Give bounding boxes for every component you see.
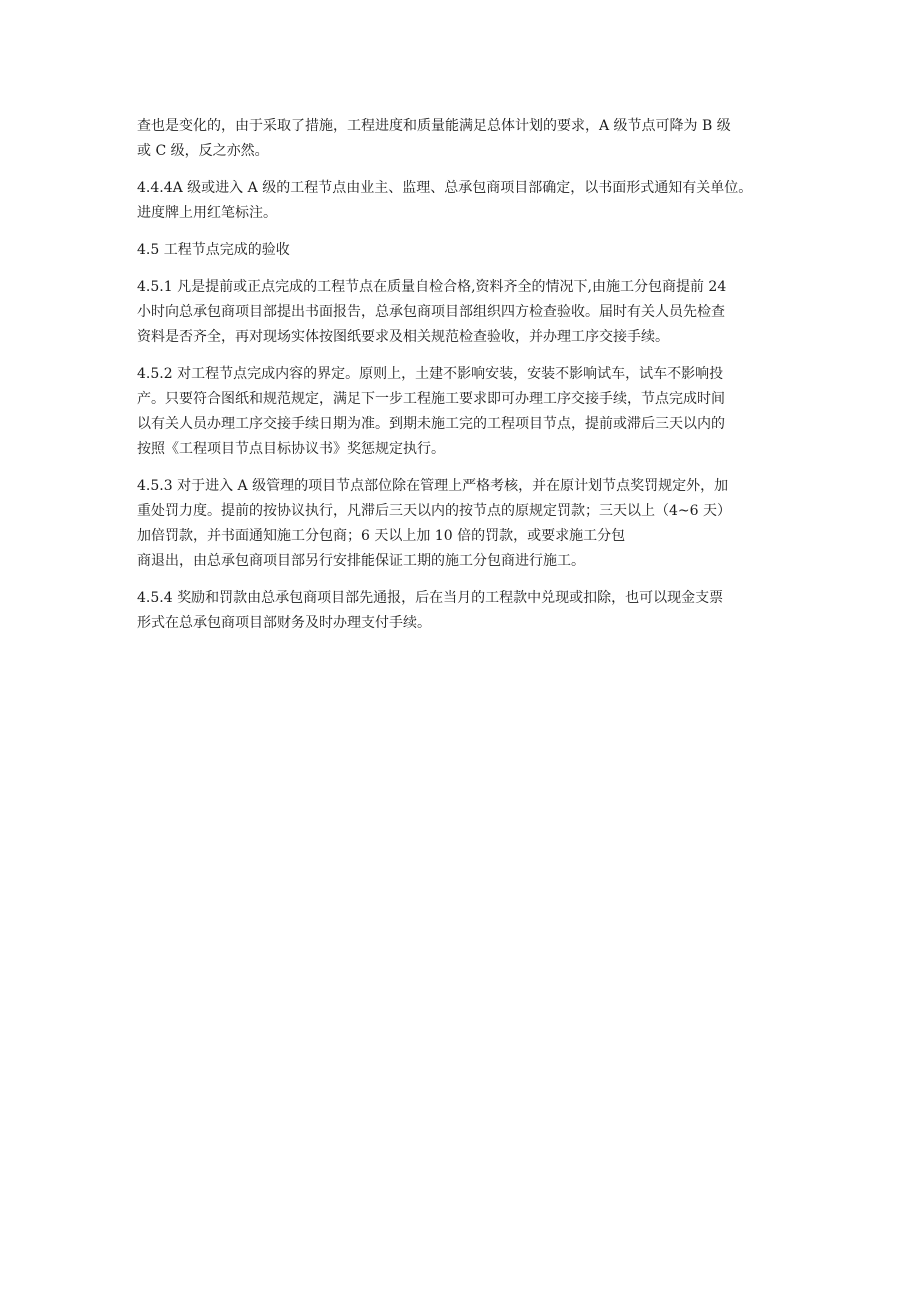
paragraph-node-grade-change <box>137 114 787 164</box>
text-line: 或 C 级，反之亦然。 <box>137 143 269 159</box>
text-line: 4.5.3 对于进入 A 级管理的项目节点部位除在管理上严格考核，并在原计划节点奖罚规定外，加 <box>137 478 729 494</box>
text-line: 进度牌上用红笔标注。 <box>137 205 277 221</box>
text-line: 4.4.4A 级或进入 A 级的工程节点由业主、监理、总承包商项目部确定，以书面形式通知有关单位。 <box>137 180 753 196</box>
paragraph-4-5-3 <box>137 474 787 574</box>
text-line: 产。只要符合图纸和规范规定，满足下一步工程施工要求即可办理工序交接手续，节点完成时间 <box>137 391 725 407</box>
paragraph-4-5-2 <box>137 362 787 462</box>
text-line: 4.5.1 凡是提前或正点完成的工程节点在质量自检合格,资料齐全的情况下,由施工分包商提前 24 <box>137 279 727 295</box>
paragraph-4-5-4 <box>137 586 787 636</box>
text-line: 小时向总承包商项目部提出书面报告，总承包商项目部组织四方检查验收。届时有关人员先检查 <box>137 304 725 320</box>
text-line: 形式在总承包商项目部财务及时办理支付手续。 <box>137 615 431 631</box>
text-line: 资料是否齐全，再对现场实体按图纸要求及相关规范检查验收，并办理工序交接手续。 <box>137 329 669 345</box>
text-line: 商退出，由总承包商项目部另行安排能保证工期的施工分包商进行施工。 <box>137 553 585 569</box>
text-line: 重处罚力度。提前的按协议执行，凡滞后三天以内的按节点的原规定罚款；三天以上（4~6 天） <box>137 503 731 519</box>
text-line: 4.5.2 对工程节点完成内容的界定。原则上，土建不影响安装，安装不影响试车，试车不影响投 <box>137 366 724 382</box>
heading-text: 4.5 工程节点完成的验收 <box>137 242 290 258</box>
text-line: 加倍罚款，并书面通知施工分包商；6 天以上加 10 倍的罚款，或要求施工分包 <box>137 528 626 544</box>
text-line: 4.5.4 奖励和罚款由总承包商项目部先通报，后在当月的工程款中兑现或扣除，也可以现金支票 <box>137 590 724 606</box>
text-line: 查也是变化的，由于采取了措施，工程进度和质量能满足总体计划的要求，A 级节点可降为 B 级 <box>137 118 731 134</box>
text-line: 以有关人员办理工序交接手续日期为准。到期未施工完的工程项目节点，提前或滞后三天以内的 <box>137 416 725 432</box>
text-line: 按照《工程项目节点目标协议书》奖惩规定执行。 <box>137 441 445 457</box>
document-body <box>137 114 787 648</box>
paragraph-4-4-4 <box>137 176 787 226</box>
paragraph-4-5-1 <box>137 275 787 350</box>
section-heading-4-5 <box>137 238 787 263</box>
